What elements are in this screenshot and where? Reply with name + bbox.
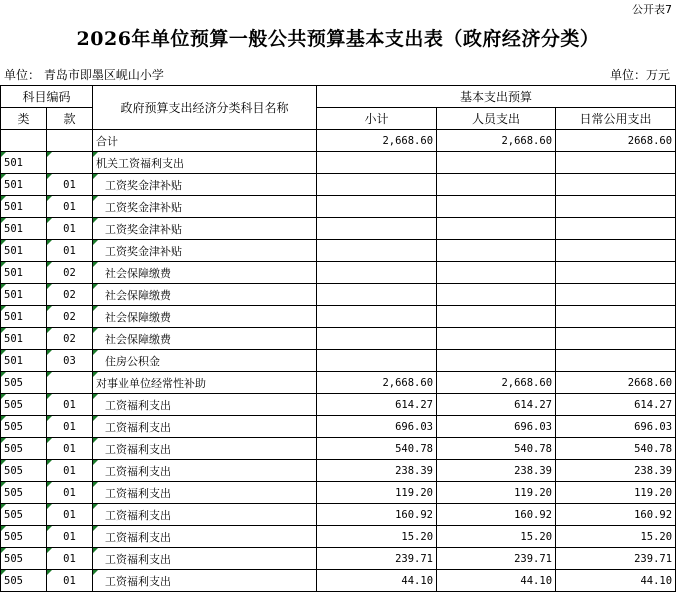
subject-name-cell: 工资奖金津补贴 [93, 196, 317, 218]
budget-table [0, 85, 676, 592]
class-code-cell: 505 [1, 504, 47, 526]
personnel-cell [437, 152, 556, 174]
personnel-cell: 44.10 [437, 570, 556, 592]
item-code-cell: 01 [47, 482, 93, 504]
table-row [1, 328, 676, 350]
daily-cell: 44.10 [556, 570, 676, 592]
item-code-cell: 01 [47, 416, 93, 438]
subject-name-cell: 工资福利支出 [93, 526, 317, 548]
item-code-cell: 03 [47, 350, 93, 372]
daily-cell [556, 350, 676, 372]
subject-name-cell: 工资福利支出 [93, 416, 317, 438]
subtotal-cell [317, 284, 437, 306]
class-code-cell: 505 [1, 460, 47, 482]
subject-code-header: 科目编码 [1, 86, 93, 108]
table-row [1, 416, 676, 438]
daily-cell [556, 262, 676, 284]
table-row [1, 306, 676, 328]
subject-name-cell: 工资福利支出 [93, 570, 317, 592]
personnel-cell: 2,668.60 [437, 372, 556, 394]
subject-name-cell: 工资奖金津补贴 [93, 240, 317, 262]
subject-name-cell: 工资福利支出 [93, 438, 317, 460]
item-code-cell: 02 [47, 306, 93, 328]
table-row [1, 482, 676, 504]
subtotal-cell: 614.27 [317, 394, 437, 416]
subject-name-cell: 工资福利支出 [93, 394, 317, 416]
subject-name-cell: 社会保障缴费 [93, 306, 317, 328]
subtotal-cell: 540.78 [317, 438, 437, 460]
report-title: 2026年单位预算一般公共预算基本支出表（政府经济分类） [76, 28, 600, 50]
table-row [1, 460, 676, 482]
class-code-cell: 505 [1, 570, 47, 592]
subject-name-cell: 社会保障缴费 [93, 284, 317, 306]
class-code-cell: 501 [1, 328, 47, 350]
daily-cell: 239.71 [556, 548, 676, 570]
subtotal-cell [317, 240, 437, 262]
table-row [1, 548, 676, 570]
subject-name-cell: 工资福利支出 [93, 482, 317, 504]
daily-cell: 119.20 [556, 482, 676, 504]
item-code-cell [47, 130, 93, 152]
item-code-cell: 01 [47, 548, 93, 570]
daily-cell [556, 240, 676, 262]
subject-name-cell: 工资福利支出 [93, 548, 317, 570]
personnel-cell [437, 262, 556, 284]
subtotal-cell: 239.71 [317, 548, 437, 570]
class-header: 类 [1, 108, 47, 130]
table-row [1, 218, 676, 240]
personnel-cell: 2,668.60 [437, 130, 556, 152]
item-code-cell [47, 152, 93, 174]
daily-header: 日常公用支出 [556, 108, 676, 130]
table-row [1, 504, 676, 526]
subtotal-cell: 2,668.60 [317, 372, 437, 394]
daily-cell: 238.39 [556, 460, 676, 482]
class-code-cell: 501 [1, 306, 47, 328]
item-code-cell: 01 [47, 218, 93, 240]
personnel-header: 人员支出 [437, 108, 556, 130]
class-code-cell: 501 [1, 196, 47, 218]
class-code-cell: 505 [1, 526, 47, 548]
daily-cell: 2668.60 [556, 372, 676, 394]
subject-name-cell: 工资福利支出 [93, 460, 317, 482]
class-code-cell: 505 [1, 394, 47, 416]
subtotal-cell [317, 196, 437, 218]
personnel-cell [437, 306, 556, 328]
daily-cell [556, 328, 676, 350]
daily-cell [556, 174, 676, 196]
subject-name-cell: 工资奖金津补贴 [93, 174, 317, 196]
daily-cell [556, 196, 676, 218]
daily-cell: 696.03 [556, 416, 676, 438]
subtotal-cell: 238.39 [317, 460, 437, 482]
subject-name-cell: 合计 [93, 130, 317, 152]
personnel-cell [437, 174, 556, 196]
subtotal-cell [317, 328, 437, 350]
class-code-cell: 501 [1, 284, 47, 306]
class-code-cell [1, 130, 47, 152]
basic-budget-header: 基本支出预算 [317, 86, 676, 108]
daily-cell: 614.27 [556, 394, 676, 416]
table-row [1, 262, 676, 284]
class-code-cell: 501 [1, 218, 47, 240]
item-code-cell: 01 [47, 526, 93, 548]
table-row [1, 130, 676, 152]
subject-name-cell: 工资福利支出 [93, 504, 317, 526]
currency-unit-label: 单位：万元 [609, 68, 670, 82]
personnel-cell [437, 196, 556, 218]
item-code-cell: 01 [47, 504, 93, 526]
daily-cell [556, 284, 676, 306]
subtotal-cell: 15.20 [317, 526, 437, 548]
item-code-cell: 01 [47, 570, 93, 592]
table-row [1, 350, 676, 372]
item-code-cell: 01 [47, 394, 93, 416]
personnel-cell: 238.39 [437, 460, 556, 482]
personnel-cell [437, 350, 556, 372]
table-row [1, 196, 676, 218]
subtotal-cell: 160.92 [317, 504, 437, 526]
personnel-cell [437, 218, 556, 240]
class-code-cell: 501 [1, 262, 47, 284]
class-code-cell: 505 [1, 372, 47, 394]
personnel-cell: 15.20 [437, 526, 556, 548]
table-row [1, 152, 676, 174]
item-code-cell: 01 [47, 174, 93, 196]
item-code-cell: 02 [47, 328, 93, 350]
class-code-cell: 505 [1, 482, 47, 504]
personnel-cell: 160.92 [437, 504, 556, 526]
subtotal-cell: 2,668.60 [317, 130, 437, 152]
class-code-cell: 501 [1, 240, 47, 262]
table-row [1, 526, 676, 548]
item-code-cell: 01 [47, 196, 93, 218]
personnel-cell: 540.78 [437, 438, 556, 460]
item-code-cell: 01 [47, 438, 93, 460]
subtotal-cell: 696.03 [317, 416, 437, 438]
personnel-cell: 614.27 [437, 394, 556, 416]
table-row [1, 240, 676, 262]
item-code-cell: 01 [47, 460, 93, 482]
item-code-cell [47, 372, 93, 394]
personnel-cell [437, 328, 556, 350]
subject-name-cell: 对事业单位经常性补助 [93, 372, 317, 394]
item-header: 款 [47, 108, 93, 130]
class-code-cell: 501 [1, 350, 47, 372]
subtotal-cell [317, 174, 437, 196]
class-code-cell: 501 [1, 174, 47, 196]
daily-cell [556, 306, 676, 328]
subtotal-cell: 119.20 [317, 482, 437, 504]
daily-cell [556, 152, 676, 174]
subtotal-cell [317, 350, 437, 372]
subtotal-cell [317, 218, 437, 240]
subject-name-cell: 社会保障缴费 [93, 262, 317, 284]
unit-name-label: 单位： 青岛市即墨区岘山小学 [4, 68, 164, 82]
daily-cell: 160.92 [556, 504, 676, 526]
class-code-cell: 501 [1, 152, 47, 174]
class-code-cell: 505 [1, 548, 47, 570]
table-row [1, 438, 676, 460]
class-code-cell: 505 [1, 416, 47, 438]
table-row [1, 372, 676, 394]
table-row [1, 174, 676, 196]
item-code-cell: 02 [47, 262, 93, 284]
subtotal-cell [317, 262, 437, 284]
daily-cell: 15.20 [556, 526, 676, 548]
subtotal-cell [317, 306, 437, 328]
daily-cell: 540.78 [556, 438, 676, 460]
table-row [1, 394, 676, 416]
item-code-cell: 01 [47, 240, 93, 262]
daily-cell: 2668.60 [556, 130, 676, 152]
item-code-cell: 02 [47, 284, 93, 306]
daily-cell [556, 218, 676, 240]
report-number-label: 公开表7 [632, 3, 672, 16]
personnel-cell: 696.03 [437, 416, 556, 438]
table-row [1, 570, 676, 592]
personnel-cell: 239.71 [437, 548, 556, 570]
subtotal-header: 小计 [317, 108, 437, 130]
subtotal-cell [317, 152, 437, 174]
class-code-cell: 505 [1, 438, 47, 460]
subject-name-cell: 机关工资福利支出 [93, 152, 317, 174]
personnel-cell [437, 240, 556, 262]
table-row [1, 284, 676, 306]
personnel-cell [437, 284, 556, 306]
personnel-cell: 119.20 [437, 482, 556, 504]
subject-name-header: 政府预算支出经济分类科目名称 [93, 86, 317, 130]
subject-name-cell: 工资奖金津补贴 [93, 218, 317, 240]
subtotal-cell: 44.10 [317, 570, 437, 592]
subject-name-cell: 住房公积金 [93, 350, 317, 372]
subject-name-cell: 社会保障缴费 [93, 328, 317, 350]
